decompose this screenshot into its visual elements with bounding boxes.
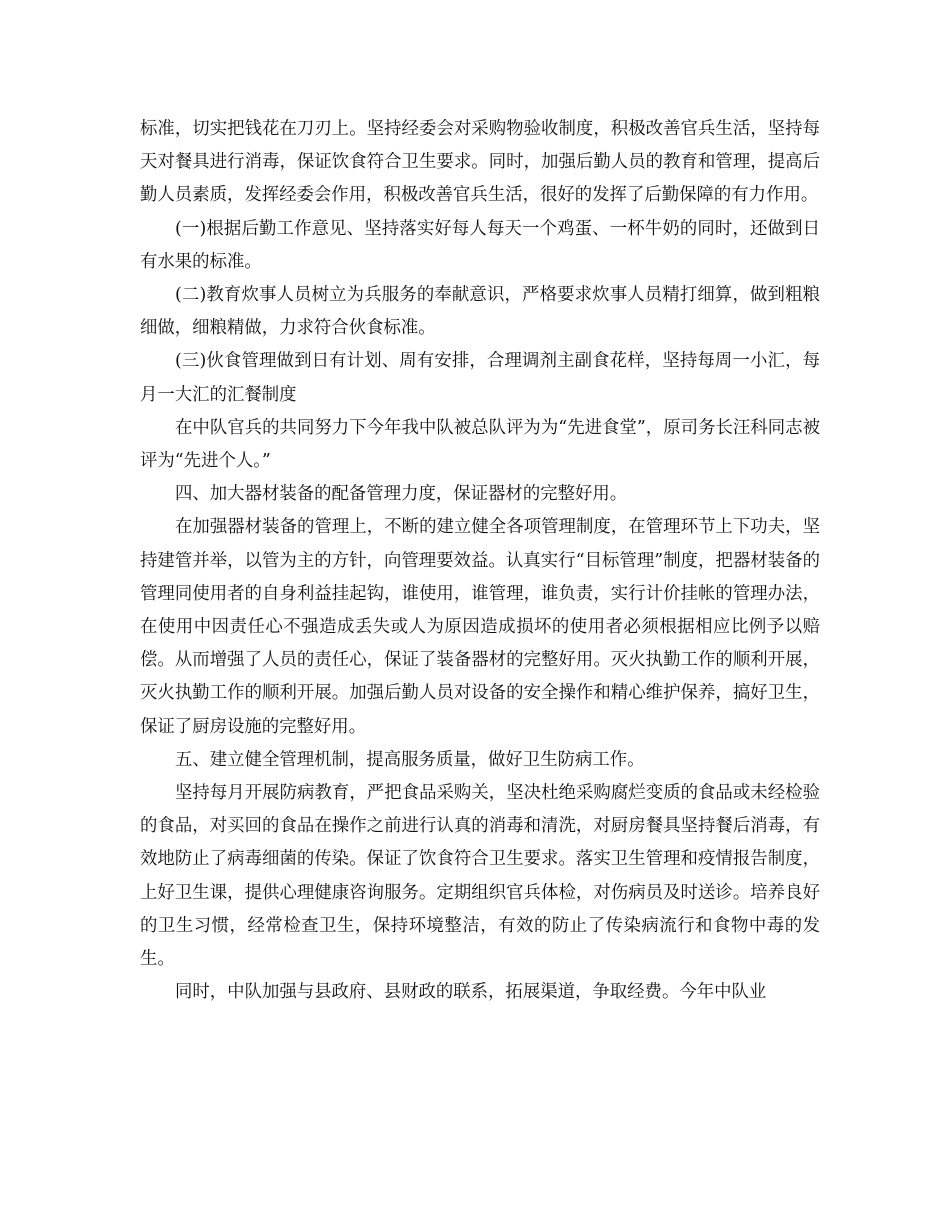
section-heading-4: 四、加大器材装备的配备管理力度，保证器材的完整好用。 — [175, 484, 628, 505]
paragraph-item-3: (三)伙食管理做到日有计划、周有安排，合理调剂主副食花样，坚持每周一小汇，每月一大汇的汇餐制度 — [140, 351, 820, 405]
paragraph-continuation: 标准，切实把钱花在刀刃上。坚持经委会对采购物验收制度，积极改善官兵生活，坚持每天对餐具进行消毒，保证饮食符合卫生要求。同时，加强后勤人员的教育和管理，提高后勤人员素质，发挥经委会作用，积极改善官兵生活，很好的发挥了后勤保障的有力作用。 — [140, 119, 820, 206]
section-heading-5: 五、建立健全管理机制，提高服务质量，做好卫生防病工作。 — [175, 749, 645, 770]
paragraph-item-1: (一)根据后勤工作意见、坚持落实好每人每天一个鸡蛋、一杯牛奶的同时，还做到日有水果的标准。 — [140, 218, 820, 272]
paragraph-funding: 同时，中队加强与县政府、县财政的联系，拓展渠道，争取经费。今年中队业 — [175, 982, 767, 1003]
paragraph-hygiene: 坚持每月开展防病教育，严把食品采购关，坚决杜绝采购腐烂变质的食品或未经检验的食品，对买回的食品在操作之前进行认真的消毒和清洗，对厨房餐具坚持餐后消毒，有效地防止了病毒细菌的传染。保证了饮食符合卫生要求。落实卫生管理和疫情报告制度，上好卫生课，提供心理健康咨询服务。定期组织官兵体检，对伤病员及时送诊。培养良好的卫生习惯，经常检查卫生，保持环境整洁，有效的防止了传染病流行和食物中毒的发生。 — [140, 783, 820, 970]
paragraph-award: 在中队官兵的共同努力下今年我中队被总队评为为“先进食堂”，原司务长汪科同志被评为“先进个人。” — [140, 417, 820, 472]
paragraph-equipment: 在加强器材装备的管理上，不断的建立健全各项管理制度，在管理环节上下功夫，坚持建管并举，以管为主的方针，向管理要效益。认真实行“目标管理”制度，把器材装备的管理同使用者的自身利益挂起钩，谁使用，谁管理，谁负责，实行计价挂帐的管理办法，在使用中因责任心不强造成丢失或人为原因造成损坏的使用者必须根据相应比例予以赔偿。从而增强了人员的责任心，保证了装备器材的完整好用。灭火执勤工作的顺利开展，灭火执勤工作的顺利开展。加强后勤人员对设备的安全操作和精心维护保养，搞好卫生，保证了厨房设施的完整好用。 — [140, 517, 820, 737]
document-body — [140, 113, 820, 1009]
paragraph-item-2: (二)教育炊事人员树立为兵服务的奉献意识，严格要求炊事人员精打细算，做到粗粮细做，细粮精做，力求符合伙食标准。 — [140, 285, 820, 339]
